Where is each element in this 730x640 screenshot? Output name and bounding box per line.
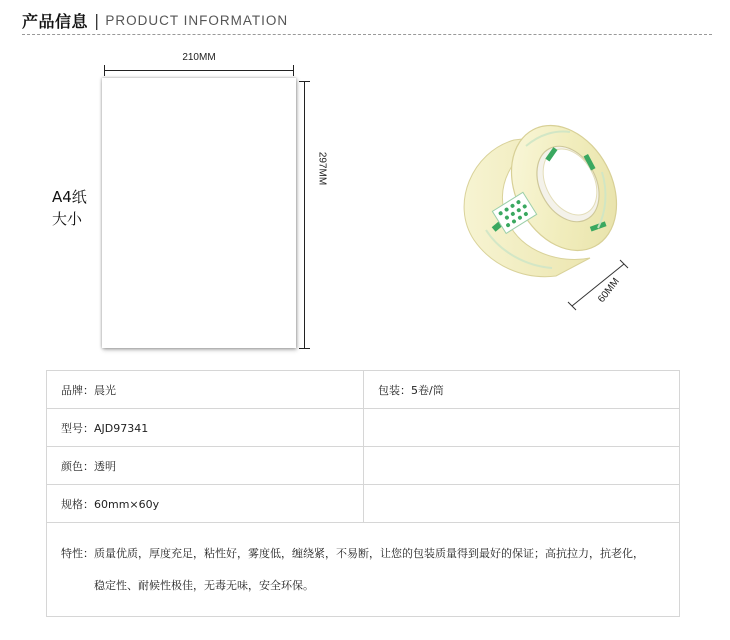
tape-width-label: 60MM [596, 276, 622, 305]
section-title-cn: 产品信息 [22, 11, 89, 31]
a4-paper-sheet [102, 78, 296, 348]
paper-size-label-line1: A4纸 [52, 188, 87, 206]
section-title-en: PRODUCT INFORMATION [105, 12, 289, 28]
spec-features-line1: 特性：质量优质，厚度充足，粘性好，雾度低，缠绕紧，不易断，让您的包装质量得到最好的保证；高抗拉力，抗老化， [61, 546, 644, 560]
paper-size-label-line2: 大小 [52, 210, 83, 228]
spec-model: 型号：AJD97341 [47, 409, 364, 447]
spec-size: 规格：60mm×60y [47, 485, 364, 523]
spec-brand: 品牌：晨光 [47, 371, 364, 409]
paper-width-label: 210MM [182, 52, 216, 63]
section-title-separator: | [94, 10, 100, 30]
table-row [47, 523, 680, 617]
table-row [47, 447, 680, 485]
spec-color: 颜色：透明 [47, 447, 364, 485]
header-divider [22, 34, 712, 35]
spec-features [47, 523, 680, 617]
table-row [47, 485, 680, 523]
table-row [47, 409, 680, 447]
product-spec-table [46, 370, 680, 617]
table-row [47, 371, 680, 409]
paper-height-label: 297MM [316, 151, 328, 186]
spec-features-line2: 稳定性、耐候性极佳，无毒无味，安全环保。 [94, 578, 314, 592]
spec-empty-cell [364, 485, 680, 523]
spec-empty-cell [364, 409, 680, 447]
spec-packaging: 包装：5卷/筒 [364, 371, 680, 409]
paper-width-dimension-line [104, 64, 294, 76]
spec-empty-cell [364, 447, 680, 485]
section-header [22, 8, 288, 32]
paper-size-label [52, 186, 87, 230]
paper-height-dimension-line [298, 81, 310, 349]
